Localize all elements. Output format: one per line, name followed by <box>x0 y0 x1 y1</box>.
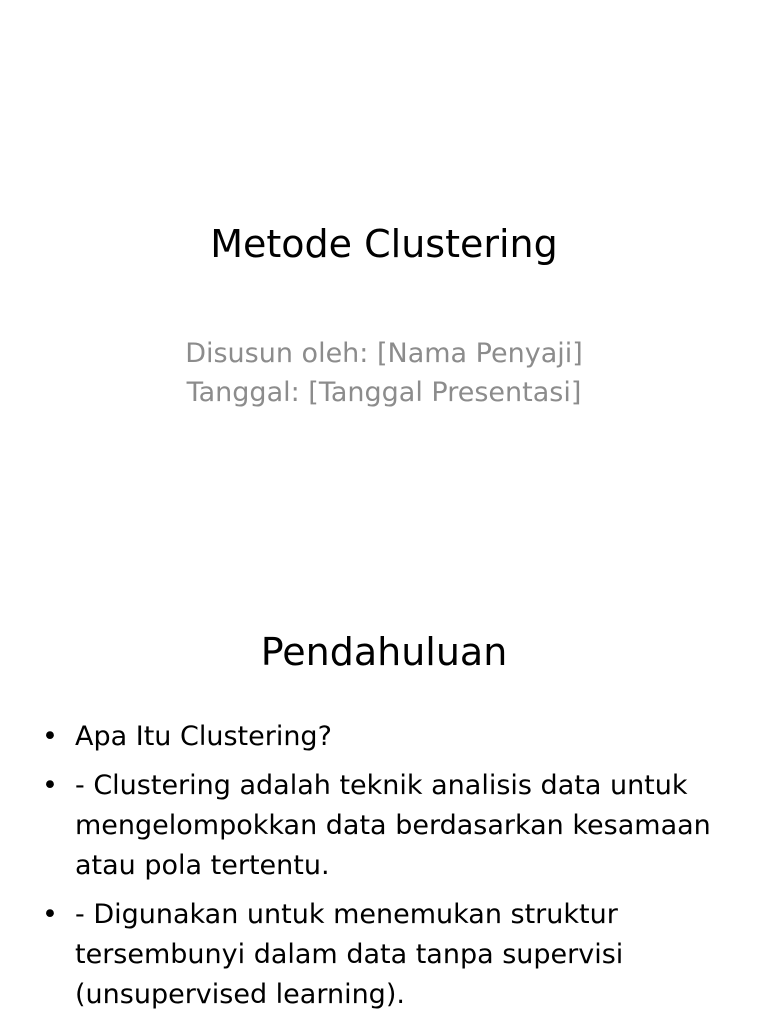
bullet-text: - Clustering adalah teknik analisis data untuk mengelompokkan data berdasarkan kesamaan atau pola tertentu. <box>75 770 711 881</box>
date-line: Tanggal: [Tanggal Presentasi] <box>186 377 582 408</box>
bullet-list <box>40 717 740 1024</box>
bullet-icon: • <box>42 770 58 801</box>
author-line: Disusun oleh: [Nama Penyaji] <box>185 338 583 369</box>
bullet-text: Apa Itu Clustering? <box>75 721 332 752</box>
bullet-item <box>40 895 740 1015</box>
slide-title: Metode Clustering <box>210 222 558 266</box>
bullet-item <box>40 717 740 757</box>
slide-subtitle <box>0 334 768 412</box>
bullet-text: - Digunakan untuk menemukan struktur tersembunyi dalam data tanpa supervisi (unsupervised learning). <box>75 899 624 1010</box>
bullet-icon: • <box>42 721 58 752</box>
content-slide-pendahuluan <box>0 512 768 1024</box>
bullet-item <box>40 766 740 886</box>
bullet-icon: • <box>42 899 58 930</box>
slide-title: Pendahuluan <box>260 630 508 674</box>
